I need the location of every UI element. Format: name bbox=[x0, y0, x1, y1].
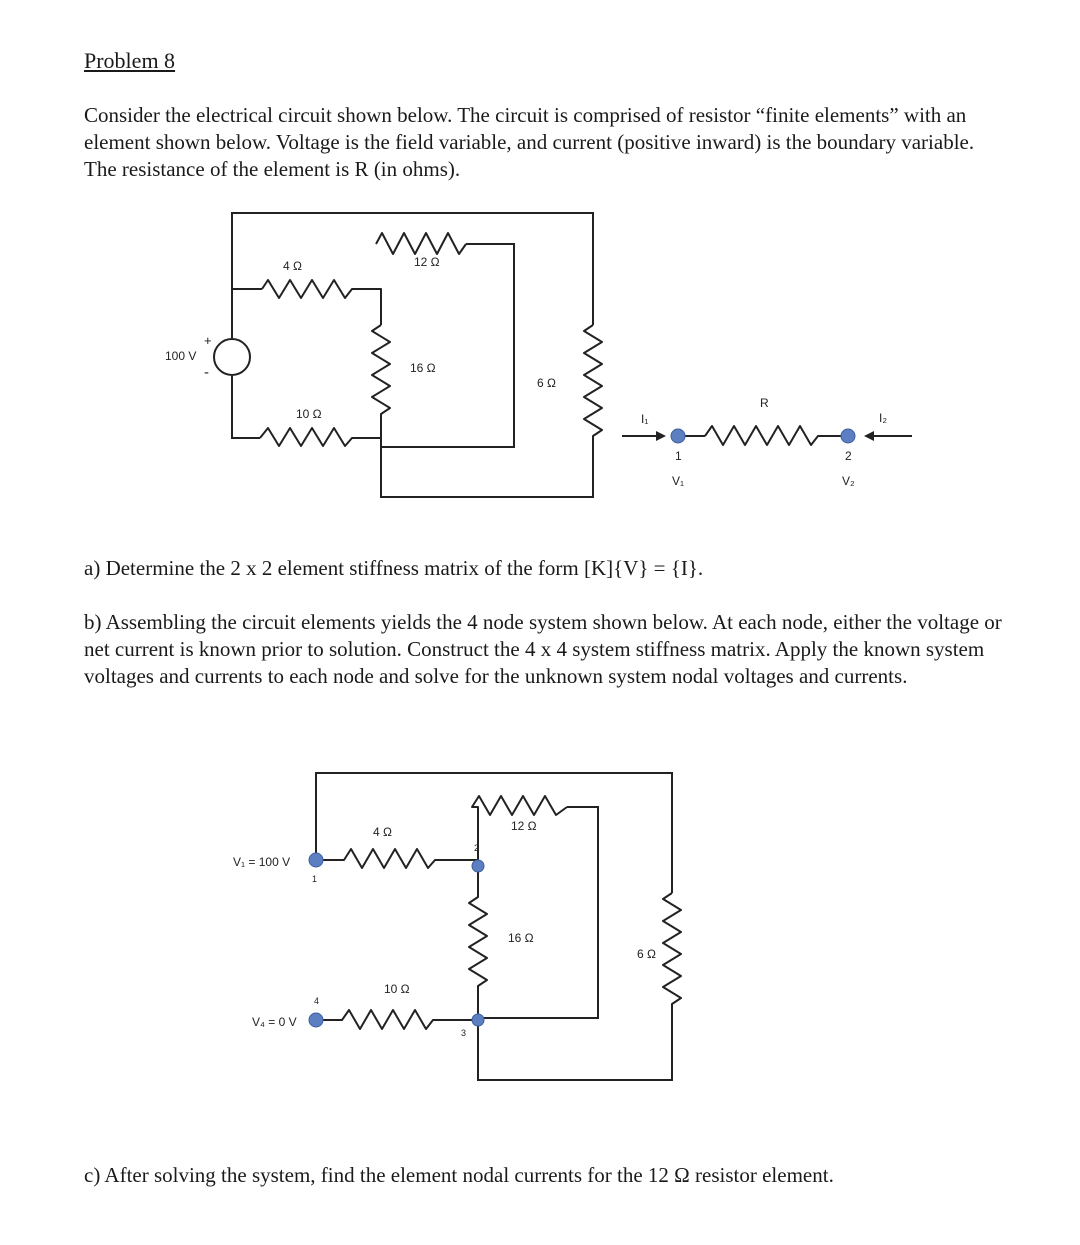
c1-minus-sign: - bbox=[204, 364, 209, 381]
c2-node-3-number: 3 bbox=[461, 1028, 467, 1038]
part-b-paragraph: b) Assembling the circuit elements yields the 4 node system shown below. At each node, either the voltage or net current is known prior to solution. Construct the 4 x 4 system stiffness matrix. Apply the known system voltages and currents to each node and solve for the unknown system nodal voltages and currents. bbox=[84, 610, 1002, 688]
element-label-v2: V₂ bbox=[842, 474, 855, 488]
c2-node-4-number: 4 bbox=[314, 996, 320, 1006]
element-node-1-number: 1 bbox=[675, 449, 682, 463]
c1-label-6ohm: 6 Ω bbox=[537, 376, 556, 390]
c2-label-v4: V₄ = 0 V bbox=[252, 1015, 297, 1029]
c2-node-4-icon bbox=[309, 1013, 323, 1027]
c1-label-4ohm: 4 Ω bbox=[283, 259, 302, 273]
c1-label-12ohm: 12 Ω bbox=[414, 255, 440, 269]
part-c-paragraph: c) After solving the system, find the element nodal currents for the 12 Ω resistor element. bbox=[84, 1163, 834, 1187]
c2-node-2-icon bbox=[472, 860, 484, 872]
c1-plus-sign: + bbox=[204, 333, 212, 348]
c2-wire-bottom-loop bbox=[478, 1018, 672, 1080]
c2-label-16ohm: 16 Ω bbox=[508, 931, 534, 945]
problem-title: Problem 8 bbox=[84, 48, 176, 73]
element-label-v1: V₁ bbox=[672, 474, 685, 488]
c1-label-16ohm: 16 Ω bbox=[410, 361, 436, 375]
element-label-i2: I₂ bbox=[879, 411, 887, 425]
c1-source-label: 100 V bbox=[165, 349, 197, 363]
c2-node-1-number: 1 bbox=[312, 874, 318, 884]
c2-label-12ohm: 12 Ω bbox=[511, 819, 537, 833]
c2-wire-outer-loop bbox=[316, 773, 672, 893]
c2-node-3-icon bbox=[472, 1014, 484, 1026]
part-a-paragraph: a) Determine the 2 x 2 element stiffness matrix of the form [K]{V} = {I}. bbox=[84, 556, 704, 580]
c2-label-10ohm: 10 Ω bbox=[384, 982, 410, 996]
element-label-R: R bbox=[760, 396, 769, 410]
c2-label-6ohm: 6 Ω bbox=[637, 947, 656, 961]
c2-node-1-icon bbox=[309, 853, 323, 867]
c2-label-v1: V₁ = 100 V bbox=[233, 855, 291, 869]
c2-node-2-number: 2 bbox=[474, 843, 480, 853]
c1-label-10ohm: 10 Ω bbox=[296, 407, 322, 421]
intro-paragraph: Consider the electrical circuit shown below. The circuit is comprised of resistor “finite elements” with an element shown below. Voltage is the field variable, and current (positive inward) is the boundary variable. The resistance of the element is R (in ohms). bbox=[84, 103, 975, 181]
c2-label-4ohm: 4 Ω bbox=[373, 825, 392, 839]
c2-wire-12-right bbox=[478, 807, 598, 1018]
element-node-2-number: 2 bbox=[845, 449, 852, 463]
c2-resistor-6ohm bbox=[663, 893, 681, 1040]
c2-resistor-16ohm bbox=[469, 860, 487, 1018]
c2-resistor-10ohm bbox=[316, 1010, 478, 1029]
element-label-i1: I₁ bbox=[641, 412, 649, 426]
c2-resistor-4ohm bbox=[316, 849, 478, 868]
